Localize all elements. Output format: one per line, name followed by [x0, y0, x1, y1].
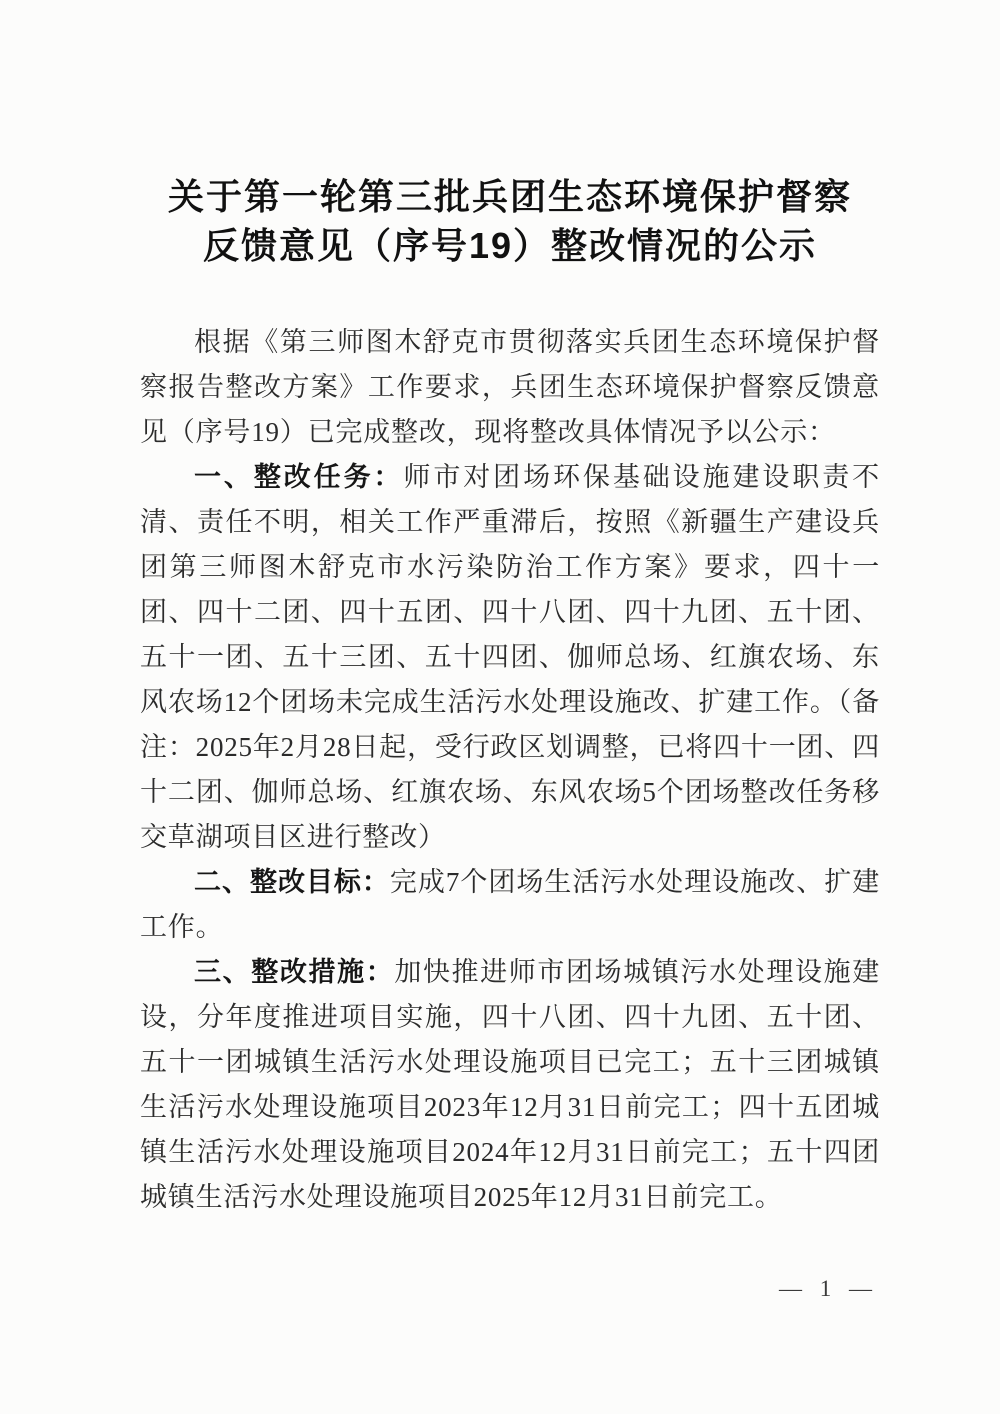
section-3-heading: 三、整改措施： [194, 957, 395, 987]
paragraph-section-1-rectification-task [140, 455, 880, 860]
section-2-text: 完成7个团场生活污水处理设施改、扩建工作。 [140, 867, 880, 942]
section-1-heading: 一、整改任务： [194, 462, 404, 492]
section-1-text: 师市对团场环保基础设施建设职责不清、责任不明，相关工作严重滞后，按照《新疆生产建设兵团第三师图木舒克市水污染防治工作方案》要求，四十一团、四十二团、四十五团、四十八团、四十九团、五十团、五十一团、五十三团、五十四团、伽师总场、红旗农场、东风农场12个团场未完成生活污水处理设施改、扩建工作。（备注：2025年2月28日起，受行政区划调整，已将四十一团、四十二团、伽师总场、红旗农场、东风农场5个团场整改任务移交草湖项目区进行整改） [140, 462, 880, 852]
section-3-text: 加快推进师市团场城镇污水处理设施建设，分年度推进项目实施，四十八团、四十九团、五十团、五十一团城镇生活污水处理设施项目已完工；五十三团城镇生活污水处理设施项目2023年12月31日前完工；四十五团城镇生活污水处理设施项目2024年12月31日前完工；五十四团城镇生活污水处理设施项目2025年12月31日前完工。 [140, 957, 880, 1212]
paragraph-intro [140, 320, 880, 455]
document-title-line-1: 关于第一轮第三批兵团生态环境保护督察 [167, 176, 852, 217]
document-title [140, 172, 880, 270]
paragraph-section-3-rectification-measures [140, 950, 880, 1220]
section-2-heading: 二、整改目标： [194, 867, 390, 897]
paragraph-intro-text: 根据《第三师图木舒克市贯彻落实兵团生态环境保护督察报告整改方案》工作要求，兵团生态环境保护督察反馈意见（序号19）已完成整改，现将整改具体情况予以公示： [140, 327, 880, 447]
paragraph-section-2-rectification-goal [140, 860, 880, 950]
document-body [140, 320, 880, 1220]
document-title-line-2: 反馈意见（序号19）整改情况的公示 [202, 225, 818, 266]
page-number: — 1 — [779, 1276, 878, 1301]
